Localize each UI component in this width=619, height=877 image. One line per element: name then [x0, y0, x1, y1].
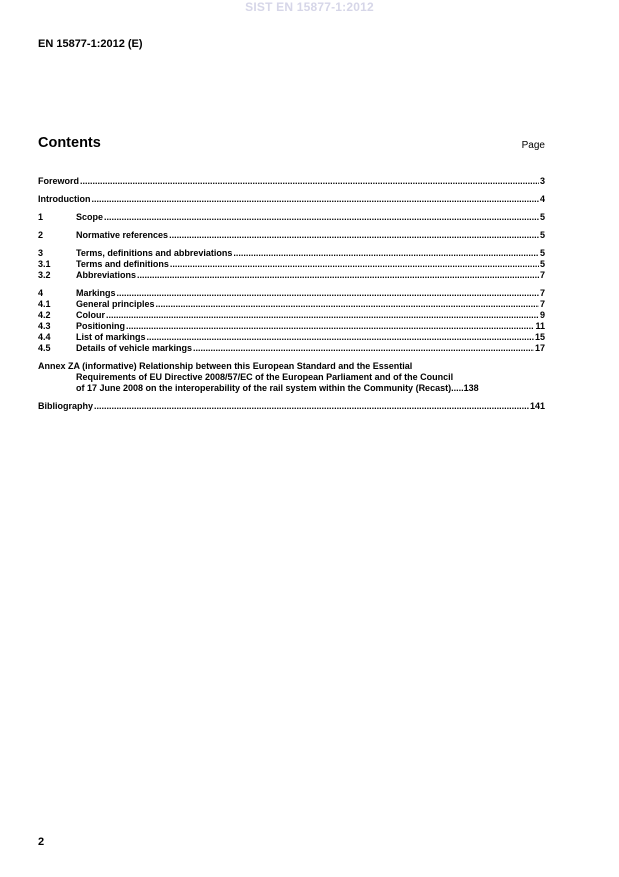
toc-entry-positioning[interactable] [38, 321, 545, 332]
toc-leader [147, 332, 534, 343]
toc-page: 15 [534, 332, 545, 342]
toc-page: 9 [539, 310, 545, 320]
toc-entry-annex-za[interactable] [38, 361, 545, 394]
toc-page: 5 [539, 259, 545, 269]
toc-page: 7 [539, 288, 545, 298]
toc-title: General principles [76, 299, 155, 309]
toc-page: 4 [539, 194, 545, 204]
annex-line-3-row [38, 383, 545, 394]
toc-entry-terms[interactable] [38, 248, 545, 259]
toc-number: 4.3 [38, 321, 51, 331]
toc-number: 3.2 [38, 270, 51, 280]
annex-leader: ..... [451, 383, 464, 393]
document-id: EN 15877-1:2012 (E) [38, 38, 143, 50]
toc-page: 17 [534, 343, 545, 353]
toc-page: 7 [539, 299, 545, 309]
toc-page: 141 [529, 401, 545, 411]
toc-number: 4.2 [38, 310, 51, 320]
toc-leader [170, 259, 539, 270]
toc-leader [92, 194, 539, 205]
toc-number: 4.5 [38, 343, 51, 353]
toc-title: Scope [76, 212, 104, 222]
toc-page: 5 [539, 212, 545, 222]
toc-leader [156, 299, 539, 310]
toc-entry-colour[interactable] [38, 310, 545, 321]
toc-title: Colour [76, 310, 105, 320]
toc-title: List of markings [76, 332, 146, 342]
toc-page: 5 [539, 248, 545, 258]
toc-number: 2 [38, 230, 44, 240]
toc-number: 3.1 [38, 259, 51, 269]
toc-title: Abbreviations [76, 270, 137, 280]
toc-leader [233, 248, 539, 259]
toc-title: Positioning [76, 321, 125, 331]
toc-title: Normative references [76, 230, 169, 240]
toc-number: 1 [38, 212, 44, 222]
toc-entry-terms-definitions[interactable] [38, 259, 545, 270]
toc-entry-abbreviations[interactable] [38, 270, 545, 281]
toc-entry-normative-references[interactable] [38, 230, 545, 241]
toc-leader [94, 401, 529, 412]
toc-leader [169, 230, 539, 241]
toc-leader [126, 321, 534, 332]
toc-leader [80, 176, 539, 187]
annex-page: 138 [463, 383, 479, 393]
annex-line-3: of 17 June 2008 on the interoperability of the rail system within the Community (Recast) [76, 383, 452, 393]
toc-leader [193, 343, 534, 354]
page-column-label: Page [521, 140, 545, 151]
contents-heading: Contents [38, 135, 101, 151]
toc-title: Markings [76, 288, 116, 298]
toc-title: Terms, definitions and abbreviations [76, 248, 233, 258]
toc-number: 3 [38, 248, 44, 258]
toc-number: 4.4 [38, 332, 51, 342]
toc-entry-vehicle-markings[interactable] [38, 343, 545, 354]
annex-line-2: Requirements of EU Directive 2008/57/EC of the European Parliament and of the Council [76, 372, 454, 382]
toc-entry-scope[interactable] [38, 212, 545, 223]
toc-page: 11 [535, 321, 545, 331]
toc-title: Terms and definitions [76, 259, 169, 269]
table-of-contents [38, 176, 545, 412]
page-number: 2 [38, 836, 45, 848]
toc-entry-foreword[interactable] [38, 176, 545, 187]
toc-entry-general-principles[interactable] [38, 299, 545, 310]
toc-title: Bibliography [38, 401, 94, 411]
toc-title: Introduction [38, 194, 91, 204]
toc-entry-markings[interactable] [38, 288, 545, 299]
toc-entry-bibliography[interactable] [38, 401, 545, 412]
annex-line-1: Annex ZA (informative) Relationship between this European Standard and the Essential [38, 361, 413, 371]
toc-leader [117, 288, 539, 299]
toc-entry-list-of-markings[interactable] [38, 332, 545, 343]
toc-title: Foreword [38, 176, 80, 186]
toc-leader [106, 310, 539, 321]
toc-entry-introduction[interactable] [38, 194, 545, 205]
toc-leader [137, 270, 539, 281]
toc-page: 3 [539, 176, 545, 186]
toc-title: Details of vehicle markings [76, 343, 193, 353]
toc-number: 4 [38, 288, 44, 298]
toc-page: 7 [539, 270, 545, 280]
toc-number: 4.1 [38, 299, 51, 309]
watermark: SIST EN 15877-1:2012 [245, 0, 374, 14]
toc-page: 5 [539, 230, 545, 240]
toc-leader [104, 212, 539, 223]
